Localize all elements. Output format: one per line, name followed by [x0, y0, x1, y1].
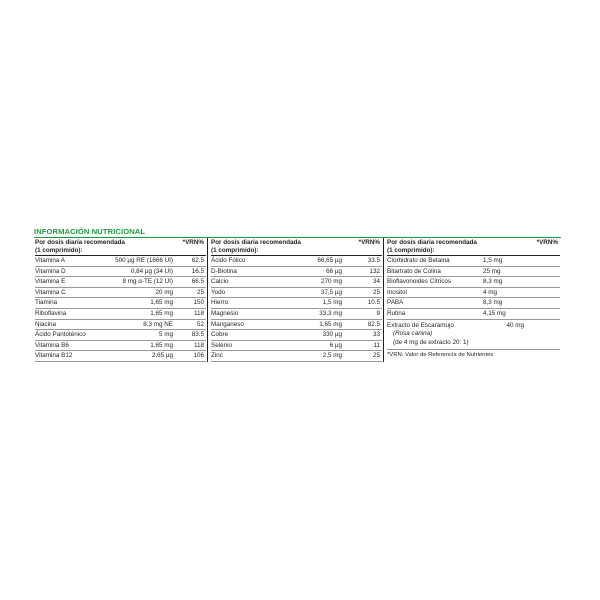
nutrient-vrn: 118 — [193, 341, 204, 349]
nutrient-name: Zinc — [211, 352, 223, 360]
nutrient-amount: 1,65 mg — [150, 309, 173, 317]
nutrient-name: Vitamina B12 — [35, 352, 73, 360]
nutrient-amount: 5 mg — [159, 331, 173, 339]
nutrient-amount: 2,65 µg — [151, 352, 173, 360]
nutrient-name: Extracto de Escaramujo — [387, 321, 454, 329]
nutrient-name: Vitamina E — [35, 278, 66, 286]
nutrient-name: Cobre — [211, 331, 229, 339]
table-row — [35, 267, 206, 278]
table-row — [387, 256, 560, 267]
nutrient-name: Tiamina — [35, 299, 58, 307]
nutrient-amount: 330 µg — [322, 331, 342, 339]
table-row — [211, 320, 382, 331]
nutrient-amount: 4 mg — [483, 288, 497, 296]
table-row — [35, 330, 206, 341]
table-row — [387, 309, 560, 320]
column-vitamins — [34, 238, 207, 362]
nutrient-amount: 8,3 mg — [483, 278, 503, 286]
header-vrn: *VRN% — [182, 239, 204, 246]
nutrient-name: Yodo — [211, 288, 226, 296]
nutrient-vrn: 11 — [373, 341, 380, 349]
nutrient-amount: 66,65 µg — [317, 257, 342, 264]
table-row — [211, 277, 382, 288]
column-header — [211, 238, 382, 256]
column-minerals — [207, 238, 383, 362]
header-unit: (1 comprimido): — [211, 247, 259, 254]
nutrient-amount: 6 µg — [329, 341, 342, 349]
nutrient-vrn: 9 — [376, 309, 380, 317]
nutrient-amount: 8 mg α-TE (12 UI) — [122, 278, 173, 286]
nutrient-amount: 1,65 mg — [150, 299, 173, 307]
nutrient-vrn: 150 — [193, 299, 204, 307]
header-dose: Por dosis diaria recomendada — [211, 239, 301, 246]
nutrient-vrn: 33.5 — [367, 257, 380, 264]
nutrient-name: Magnesio — [211, 309, 239, 317]
nutrient-vrn: 34 — [372, 278, 380, 286]
nutrient-amount: 8,3 mg — [483, 299, 503, 307]
nutrient-vrn: 52 — [196, 320, 204, 328]
table-row — [387, 277, 560, 288]
nutrient-name: PABA — [387, 299, 404, 307]
nutrient-extract-note: (de 4 mg de extracto 20: 1) — [393, 338, 469, 346]
nutrient-name: Manganeso — [211, 320, 244, 328]
table-row — [35, 341, 206, 352]
nutrient-vrn: 10.5 — [367, 299, 380, 307]
table-row — [211, 267, 382, 278]
nutrient-amount: 1,5 mg — [483, 257, 503, 264]
nutrient-name: Selenio — [211, 341, 233, 349]
nutrient-vrn: 16.5 — [191, 267, 204, 275]
table-row — [35, 351, 206, 362]
nutrient-amount: 2,5 mg — [322, 352, 342, 360]
table-row — [211, 298, 382, 309]
table-row — [35, 277, 206, 288]
nutrition-columns — [34, 238, 561, 362]
header-dose: Por dosis diaria recomendada — [35, 239, 125, 246]
table-row — [211, 256, 382, 267]
vitamin-rows — [35, 256, 206, 362]
column-other — [383, 238, 561, 362]
table-row — [211, 309, 382, 320]
nutrient-name: Vitamina A — [35, 257, 65, 264]
nutrient-name: D-Biotina — [211, 267, 237, 275]
table-row — [211, 330, 382, 341]
nutrient-amount: 25 mg — [483, 267, 501, 275]
nutrient-vrn: 25 — [196, 288, 204, 296]
nutrient-vrn: 25 — [372, 288, 380, 296]
nutrient-name: Vitamina D — [35, 267, 66, 275]
nutrient-amount: 33,3 mg — [319, 309, 342, 317]
nutrient-amount: 4,15 mg — [483, 309, 506, 317]
nutrient-latin-name: (Rosa canina) — [393, 329, 433, 337]
nutrient-vrn: 106 — [193, 352, 204, 360]
panel-title: INFORMACIÓN NUTRICIONAL — [34, 226, 561, 238]
nutrient-vrn: 33 — [372, 331, 380, 339]
nutrient-name: Inositol — [387, 288, 407, 296]
nutrient-name: Ácido Fólico — [211, 257, 246, 264]
nutrient-vrn: 82.5 — [367, 320, 380, 328]
nutrient-vrn: 132 — [369, 267, 380, 275]
header-dose: Por dosis diaria recomendada — [387, 239, 477, 246]
nutrient-vrn: 66.5 — [191, 278, 204, 286]
nutrient-name: Clorhidrato de Betaina — [387, 257, 450, 264]
nutrient-amount: 8,3 mg NE — [143, 320, 173, 328]
table-row — [35, 288, 206, 299]
nutrient-amount: 66 µg — [326, 267, 342, 275]
table-row — [35, 309, 206, 320]
table-row — [211, 288, 382, 299]
table-row — [35, 298, 206, 309]
nutrient-amount: 1,65 mg — [150, 341, 173, 349]
table-row — [211, 351, 382, 362]
table-row — [35, 256, 206, 267]
table-row — [387, 320, 560, 350]
header-vrn: *VRN% — [536, 239, 558, 246]
table-row — [211, 341, 382, 352]
nutrient-amount: 20 mg — [155, 288, 173, 296]
nutrient-vrn: 25 — [372, 352, 380, 360]
header-unit: (1 comprimido): — [387, 247, 435, 254]
footnote: *VRN: Valor de Referencia de Nutrientes — [387, 351, 494, 358]
table-row — [387, 267, 560, 278]
column-header — [387, 238, 560, 256]
nutrient-amount: 1,5 mg — [322, 299, 342, 307]
nutrient-amount: 40 mg — [506, 321, 524, 329]
nutrient-amount: 270 mg — [320, 278, 342, 286]
nutrient-amount: 0,84 µg (34 UI) — [130, 267, 173, 275]
nutrient-name: Hierro — [211, 299, 229, 307]
nutrient-vrn: 62.5 — [191, 257, 204, 264]
mineral-rows — [211, 256, 382, 362]
table-row — [35, 320, 206, 331]
nutrition-panel — [34, 226, 561, 362]
table-row — [387, 288, 560, 299]
nutrient-name: Vitamina C — [35, 288, 66, 296]
nutrient-vrn: 118 — [193, 309, 204, 317]
nutrient-amount: 37,5 µg — [320, 288, 342, 296]
nutrient-name: Calcio — [211, 278, 229, 286]
table-row — [387, 298, 560, 309]
nutrient-name: Riboflavina — [35, 309, 67, 317]
header-vrn: *VRN% — [358, 239, 380, 246]
nutrient-name: Rutina — [387, 309, 406, 317]
nutrient-amount: 500 µg RE (1666 UI) — [115, 257, 173, 264]
nutrient-name: Ácido Pantoténico — [35, 331, 86, 339]
nutrient-vrn: 83.5 — [191, 331, 204, 339]
nutrient-name: Bioflavonoides Cítricos — [387, 278, 452, 286]
nutrient-amount: 1,65 mg — [319, 320, 342, 328]
nutrient-name: Niacina — [35, 320, 56, 328]
header-unit: (1 comprimido): — [35, 247, 83, 254]
nutrient-name: Vitamina B6 — [35, 341, 69, 349]
column-header — [35, 238, 206, 256]
other-rows — [387, 256, 560, 320]
nutrient-name: Bitartrato de Colina — [387, 267, 441, 275]
